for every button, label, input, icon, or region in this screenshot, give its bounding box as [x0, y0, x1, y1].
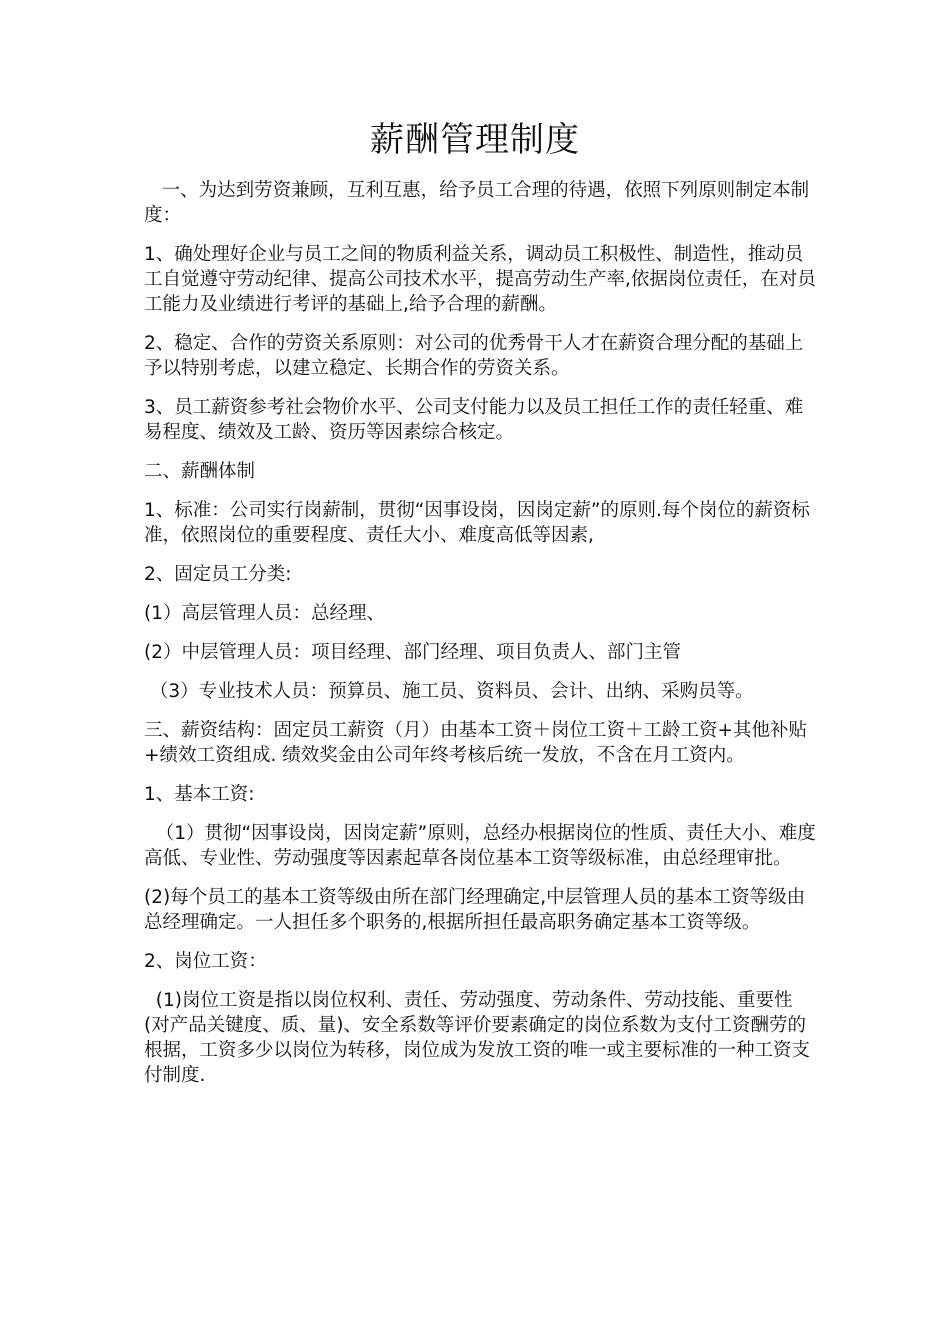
- paragraph-principle-3: 3、员工薪资参考社会物价水平、公司支付能力以及员工担任工作的责任轻重、难易程度、绩效及工龄、资历等因素综合核定。: [144, 397, 804, 443]
- paragraph-principle-1: 1、确处理好企业与员工之间的物质利益关系，调动员工积极性、制造性，推动员工自觉遵守劳动纪律、提高公司技术水平，提高劳动生产率,依据岗位责任，在对员工能力及业绩进行考评的基础上,给予合理的薪酬。: [144, 244, 816, 315]
- list-item-senior-management: (1）高层管理人员：总经理、: [144, 603, 385, 624]
- paragraph-employee-classification: 2、固定员工分类:: [144, 564, 292, 585]
- subheading-position-salary: 2、岗位工资：: [144, 951, 267, 972]
- paragraph-position-salary-1: (1)岗位工资是指以岗位权利、责任、劳动强度、劳动条件、劳动技能、重要性(对产品关键度、质、量)、安全系数等评价要素确定的岗位系数为支付工资酬劳的根据，工资多少以岗位为转移，岗位成为发放工资的唯一或主要标准的一种工资支付制度.: [144, 990, 811, 1086]
- list-item-technical-staff: （3）专业技术人员：预算员、施工员、资料员、会计、出纳、采购员等。: [144, 681, 754, 702]
- paragraph-standard: 1、标准：公司实行岗薪制，贯彻“因事设岗，因岗定薪”的原则.每个岗位的薪资标准，依照岗位的重要程度、责任大小、难度高低等因素,: [144, 500, 810, 546]
- paragraph-base-salary-2: (2)每个员工的基本工资等级由所在部门经理确定,中层管理人员的基本工资等级由总经理确定。一人担任多个职务的,根据所担任最高职务确定基本工资等级。: [144, 887, 806, 933]
- document-title: 薪酬管理制度: [370, 120, 580, 160]
- list-item-middle-management: (2）中层管理人员：项目经理、部门经理、项目负责人、部门主管: [144, 642, 681, 663]
- paragraph-base-salary-1: （1）贯彻“因事设岗，因岗定薪”原则，总经办根据岗位的性质、责任大小、难度高低、专业性、劳动强度等因素起草各岗位基本工资等级标准，由总经理审批。: [144, 823, 816, 869]
- paragraph-principle-2: 2、稳定、合作的劳资关系原则：对公司的优秀骨干人才在薪资合理分配的基础上予以特别考虑，以建立稳定、长期合作的劳资关系。: [144, 333, 804, 379]
- document-body: [144, 178, 816, 1102]
- subheading-base-salary: 1、基本工资:: [144, 784, 255, 805]
- section-heading-salary-structure: 三、薪资结构：固定员工薪资（月）由基本工资＋岗位工资＋工龄工资+其他补贴+绩效工资组成. 绩效奖金由公司年终考核后统一发放，不含在月工资内。: [144, 720, 808, 766]
- paragraph-principles-intro: 一、为达到劳资兼顾，互利互惠，给予员工合理的待遇，依照下列原则制定本制度：: [144, 180, 810, 226]
- section-heading-salary-system: 二、薪酬体制: [144, 461, 256, 482]
